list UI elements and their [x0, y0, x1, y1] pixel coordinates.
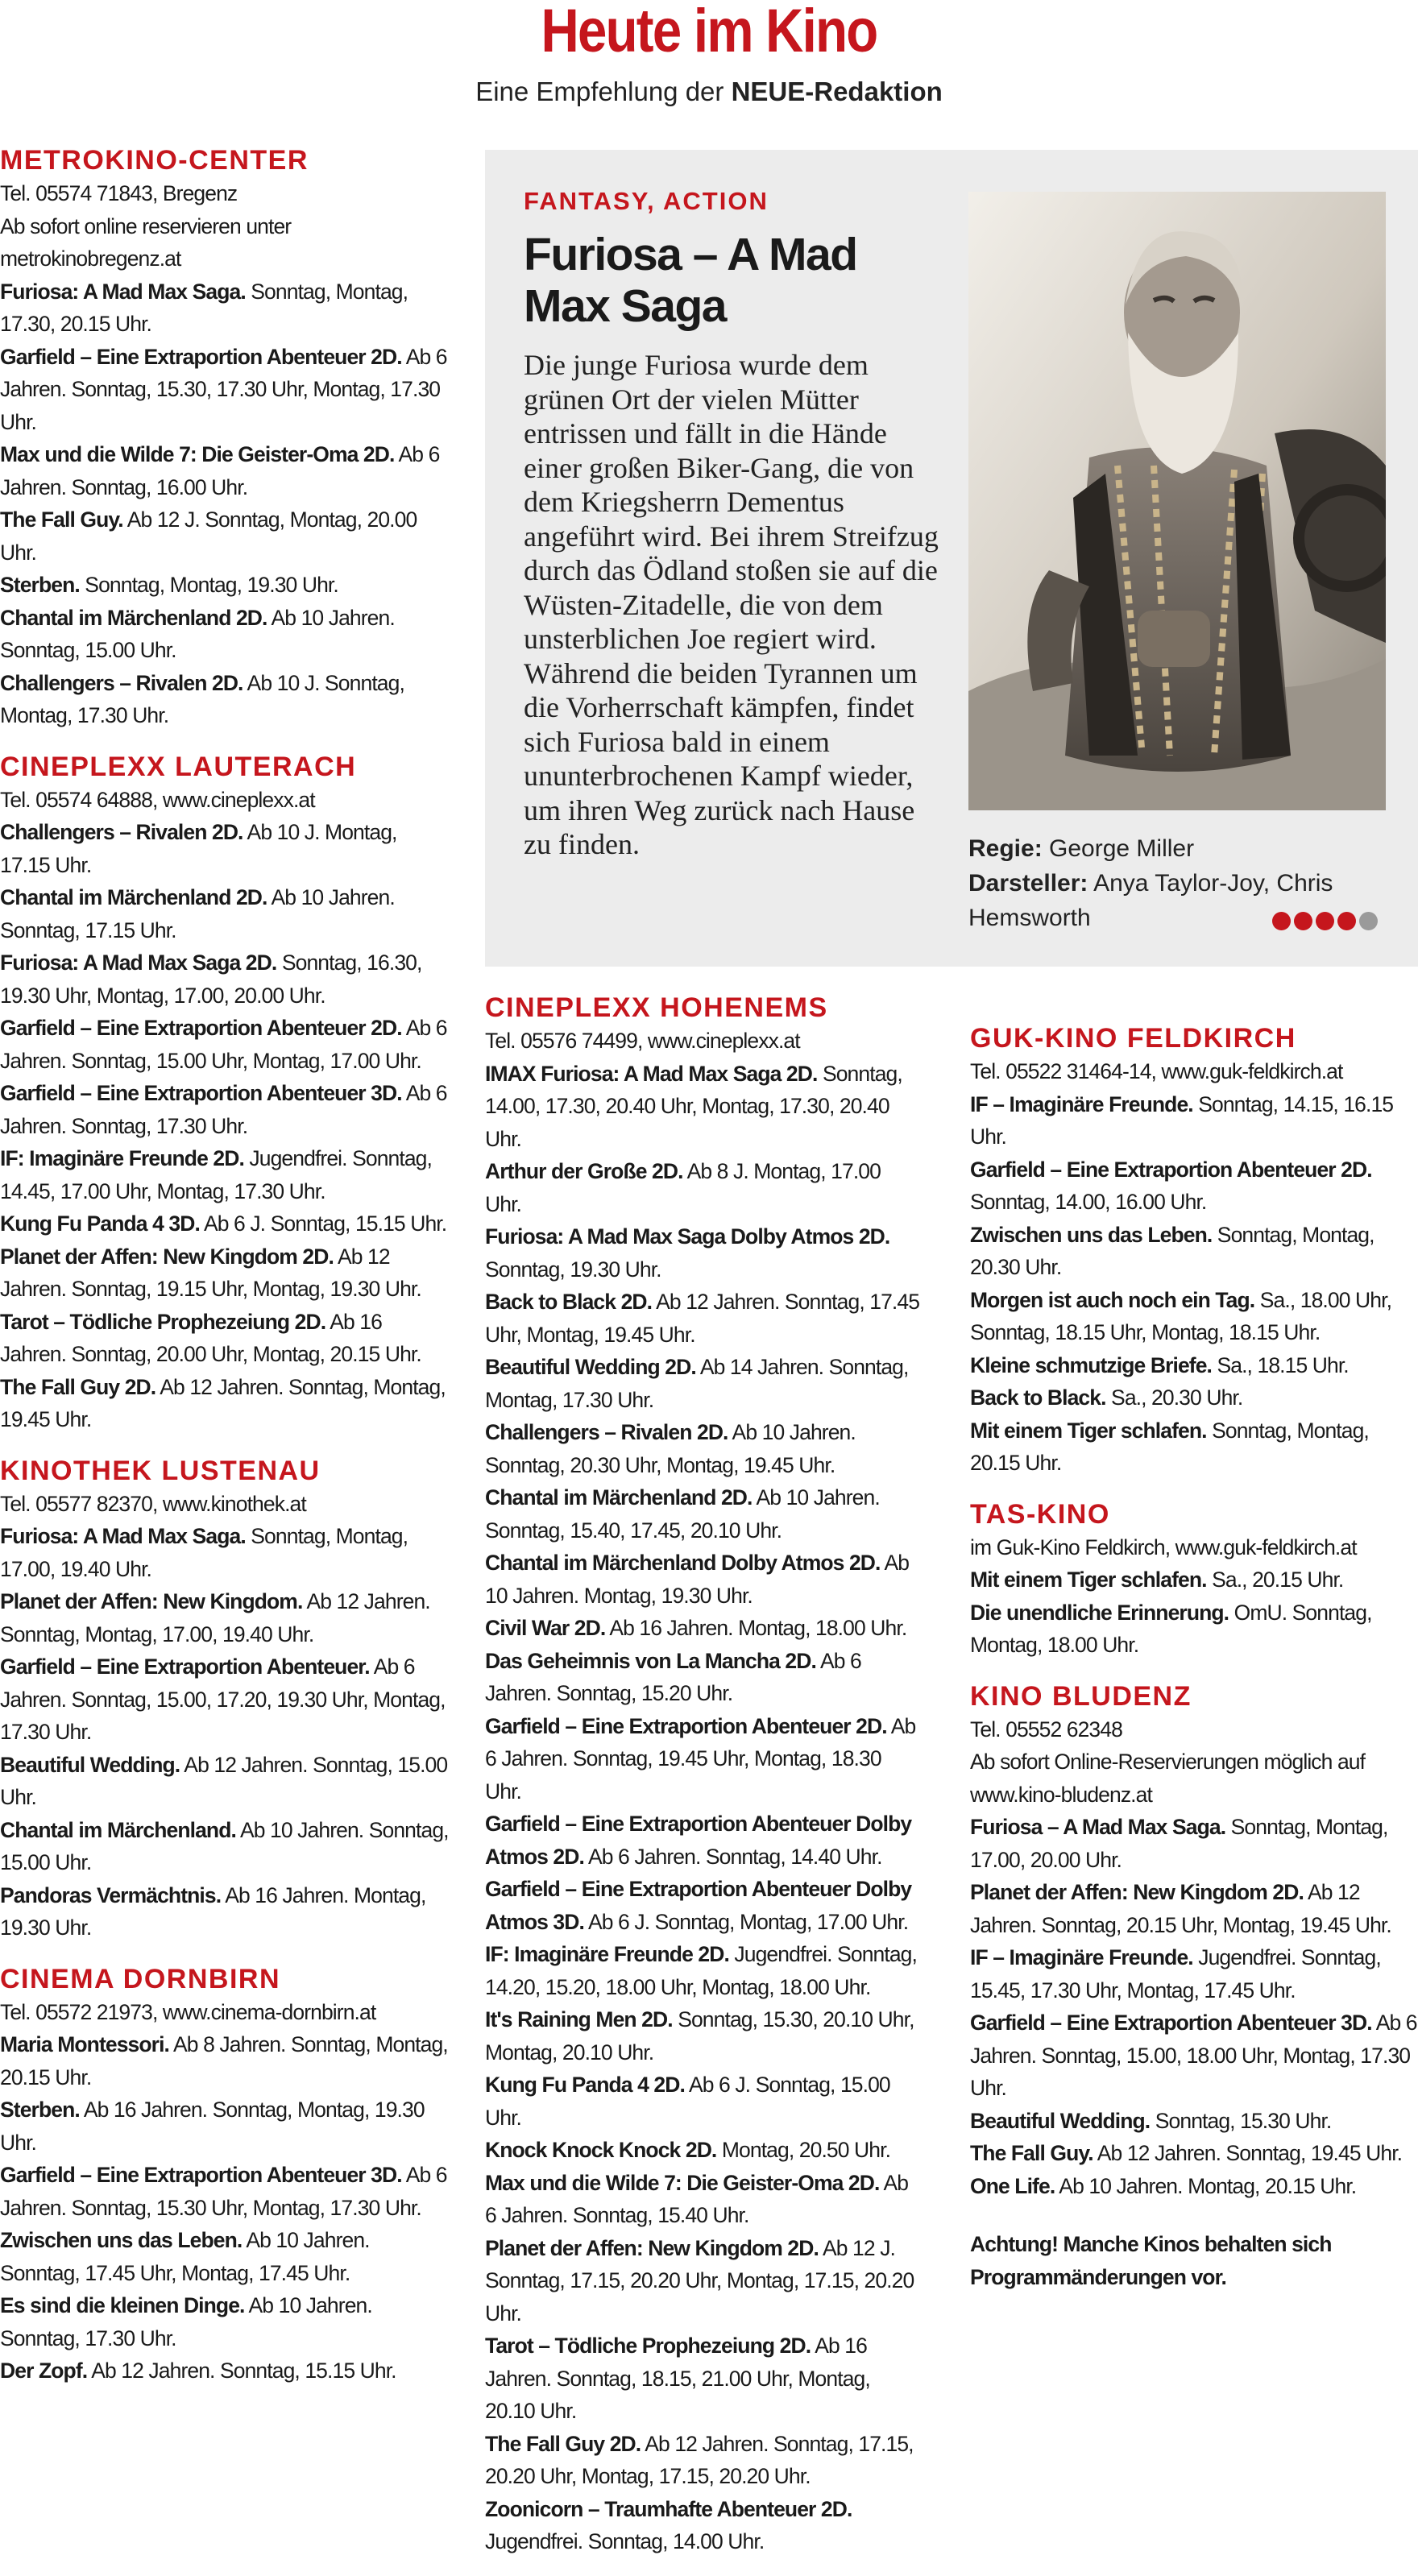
film-listing: [0, 569, 451, 602]
cinema-contact: Tel. 05577 82370, www.kinothek.at: [0, 1491, 306, 1516]
film-listing: [970, 2170, 1418, 2203]
page-subtitle: [0, 74, 1418, 110]
film-listing: [485, 1710, 920, 1808]
film-showtimes: Ab 10 Jahren. Sonntag, 20.30 Uhr, Montag, 19.45 Uhr.: [485, 1420, 856, 1477]
film-listing: [0, 1585, 451, 1650]
film-title: Knock Knock Knock 2D.: [485, 2138, 717, 2162]
film-title: Max und die Wilde 7: Die Geister-Oma 2D.: [0, 442, 395, 466]
cinema-name: GUK-KINO FELDKIRCH: [970, 1023, 1296, 1054]
film-listing: [0, 1749, 451, 1814]
film-listing: [0, 1814, 451, 1879]
film-showtimes: Sa., 18.15 Uhr.: [1217, 1352, 1349, 1377]
film-showtimes: Ab 12 Jahren. Sonntag, 15.15 Uhr.: [91, 2359, 396, 2383]
film-showtimes: Ab 12 Jahren. Sonntag, 17.15, 20.20 Uhr, Montag, 17.15, 20.20 Uhr.: [485, 2431, 914, 2488]
film-listing: [970, 1153, 1418, 1219]
film-title: The Fall Guy.: [0, 507, 123, 532]
footer-note: Achtung! Manche Kinos behalten sich Programmänderungen vor.: [970, 2232, 1332, 2289]
director-line: [968, 831, 1387, 866]
feature-genre: FANTASY, ACTION: [524, 187, 769, 215]
film-showtimes: Sa., 20.15 Uhr.: [1212, 1568, 1344, 1592]
cinema-contact: Tel. 05574 71843, Bregenz: [0, 181, 238, 205]
film-showtimes: Ab 12 J. Sonntag, 17.15, 20.20 Uhr, Montag, 17.15, 20.20 Uhr.: [485, 2235, 914, 2325]
cinema-name: KINOTHEK LUSTENAU: [0, 1455, 321, 1486]
film-listing: [0, 1520, 451, 1585]
film-showtimes: Ab 6 Jahren. Sonntag, 15.00, 17.20, 19.30 Uhr, Montag, 17.30 Uhr.: [0, 1655, 446, 1744]
film-listing: [0, 2224, 451, 2289]
film-title: Kleine schmutzige Briefe.: [970, 1352, 1213, 1377]
film-title: Max und die Wilde 7: Die Geister-Oma 2D.: [485, 2170, 880, 2195]
cinema-section-cineplexx-hohenems: [485, 991, 920, 2558]
film-still-image: [968, 192, 1386, 810]
film-listing: [485, 2330, 920, 2428]
cinema-contact: Tel. 05574 64888, www.cineplexx.at: [0, 787, 315, 812]
listing-column-left: [0, 143, 451, 2405]
film-showtimes: Sonntag, Montag, 19.30 Uhr.: [85, 573, 338, 597]
film-title: IF: Imaginäre Freunde 2D.: [0, 1146, 244, 1170]
film-title: Zoonicorn – Traumhafte Abenteuer 2D.: [485, 2496, 852, 2521]
film-title: Der Zopf.: [0, 2359, 88, 2383]
film-showtimes: Ab 6 Jahren. Sonntag, 15.00 Uhr, Montag, 17.00 Uhr.: [0, 1016, 447, 1073]
film-showtimes: Sonntag, 14.00, 17.30, 20.40 Uhr, Montag, 17.30, 20.40 Uhr.: [485, 1061, 902, 1151]
film-title: Mit einem Tiger schlafen.: [970, 1418, 1207, 1443]
film-showtimes: Ab 6 Jahren. Sonntag, 15.20 Uhr.: [485, 1648, 861, 1705]
film-listing: [0, 1142, 451, 1207]
film-listing: [0, 1012, 451, 1077]
film-showtimes: Sonntag, Montag, 17.00, 19.40 Uhr.: [0, 1524, 408, 1581]
film-listing: [485, 2134, 920, 2167]
film-showtimes: Montag, 20.50 Uhr.: [721, 2138, 891, 2162]
film-listing: [0, 1306, 451, 1371]
film-showtimes: Ab 6 Jahren. Sonntag, 15.30 Uhr, Montag, 17.30 Uhr.: [0, 2163, 447, 2220]
film-listing: [485, 2003, 920, 2069]
cinema-name: CINEMA DORNBIRN: [0, 1963, 281, 1994]
film-showtimes: Sonntag, Montag, 20.30 Uhr.: [970, 1222, 1374, 1279]
film-showtimes: Sonntag, Montag, 17.00, 20.00 Uhr.: [970, 1815, 1388, 1872]
film-title: Maria Montessori.: [0, 2032, 170, 2056]
film-listing: [485, 1938, 920, 2003]
film-listing: [485, 1351, 920, 1416]
cinema-contact: Tel. 05572 21973, www.cinema-dornbirn.at: [0, 1999, 376, 2024]
film-listing: [970, 1219, 1418, 1284]
film-title: Morgen ist auch noch ein Tag.: [970, 1287, 1255, 1312]
cinema-contact: Ab sofort Online-Reservierungen möglich auf www.kino-bludenz.at: [970, 1750, 1366, 1807]
film-showtimes: Ab 16 Jahren. Montag, 19.30 Uhr.: [0, 1882, 426, 1940]
rating-dot-filled: [1272, 912, 1291, 930]
film-listing: [970, 1597, 1418, 1662]
film-title: Garfield – Eine Extraportion Abenteuer.: [0, 1655, 370, 1679]
cinema-name: TAS-KINO: [970, 1498, 1110, 1530]
film-title: Furiosa: A Mad Max Saga.: [0, 1524, 246, 1548]
listing-column-right: [970, 1021, 1418, 2293]
film-title: It's Raining Men 2D.: [485, 2007, 673, 2031]
film-showtimes: Ab 6 Jahren. Sonntag, 19.45 Uhr, Montag, 18.30 Uhr.: [485, 1713, 916, 1804]
cinema-section-cinema-dornbirn: [0, 1962, 451, 2388]
film-listing: [970, 1349, 1418, 1382]
film-listing: [0, 881, 451, 946]
film-listing: [0, 1240, 451, 1306]
film-title: Tarot – Tödliche Prophezeiung 2D.: [0, 1309, 326, 1334]
film-listing: [485, 1547, 920, 1612]
film-title: Garfield – Eine Extraportion Abenteuer 2D.: [970, 1157, 1372, 1182]
film-listing: [0, 503, 451, 569]
film-title: IF – Imaginäre Freunde.: [970, 1091, 1193, 1116]
film-listing: [0, 1371, 451, 1436]
film-showtimes: Ab 10 Jahren. Sonntag, 15.40, 17.45, 20.10 Uhr.: [485, 1485, 880, 1543]
film-title: The Fall Guy.: [970, 2141, 1093, 2165]
film-listing: [0, 1077, 451, 1142]
film-listing: [485, 1481, 920, 1547]
feature-title: Furiosa – A Mad Max Saga: [524, 229, 857, 332]
film-listing: [0, 667, 451, 732]
film-showtimes: Ab 12 Jahren. Sonntag, 15.00 Uhr.: [0, 1752, 448, 1809]
film-title: Beautiful Wedding.: [970, 2108, 1151, 2133]
film-showtimes: Sonntag, 19.30 Uhr.: [485, 1257, 661, 1282]
film-showtimes: Ab 16 Jahren. Sonntag, Montag, 19.30 Uhr.: [0, 2098, 425, 2155]
film-title: Sterben.: [0, 573, 80, 597]
film-listing: [485, 2167, 920, 2232]
film-title: Kung Fu Panda 4 2D.: [485, 2073, 685, 2097]
film-title: Furiosa: A Mad Max Saga 2D.: [0, 950, 277, 975]
cinema-contact: Tel. 05576 74499, www.cineplexx.at: [485, 1029, 800, 1053]
rating-dot-empty: [1359, 912, 1378, 930]
film-title: Furiosa – A Mad Max Saga.: [970, 1815, 1226, 1839]
film-title: Planet der Affen: New Kingdom.: [0, 1589, 303, 1613]
film-showtimes: Ab 6 J. Sonntag, Montag, 17.00 Uhr.: [587, 1909, 909, 1934]
film-showtimes: Ab 10 Jahren. Montag, 20.15 Uhr.: [1059, 2173, 1357, 2198]
film-listing: [0, 602, 451, 667]
film-listing: [485, 2069, 920, 2134]
film-listing: [970, 2007, 1418, 2105]
film-title: Garfield – Eine Extraportion Abenteuer 2D.: [0, 344, 402, 369]
film-showtimes: Ab 10 Jahren. Sonntag, 15.00 Uhr.: [0, 605, 395, 662]
film-title: Mit einem Tiger schlafen.: [970, 1568, 1207, 1592]
film-showtimes: Sa., 18.00 Uhr, Sonntag, 18.15 Uhr, Montag, 18.15 Uhr.: [970, 1287, 1392, 1344]
film-title: Furiosa: A Mad Max Saga Dolby Atmos 2D.: [485, 1224, 890, 1249]
film-showtimes: Ab 12 Jahren. Sonntag, 17.45 Uhr, Montag, 19.45 Uhr.: [485, 1290, 920, 1347]
cinema-section-kinothek-lustenau: [0, 1454, 451, 1944]
film-showtimes: Ab 14 Jahren. Sonntag, Montag, 17.30 Uhr.: [485, 1355, 909, 1412]
film-listing: [0, 438, 451, 503]
rating-dot-filled: [1337, 912, 1356, 930]
film-listing: [970, 1876, 1418, 1941]
film-listing: [0, 816, 451, 881]
film-showtimes: Jugendfrei. Sonntag, 14.00 Uhr.: [485, 2529, 765, 2553]
film-listing: [485, 1416, 920, 1481]
film-listing: [485, 1058, 920, 1156]
film-showtimes: Jugendfrei. Sonntag, 15.45, 17.30 Uhr, Montag, 17.45 Uhr.: [970, 1945, 1381, 2002]
cinema-name: CINEPLEXX HOHENEMS: [485, 992, 828, 1023]
film-showtimes: Ab 8 J. Montag, 17.00 Uhr.: [485, 1159, 881, 1216]
cinema-section-cineplexx-lauterach: [0, 750, 451, 1436]
film-listing: [970, 1088, 1418, 1153]
rating-dot-filled: [1294, 912, 1312, 930]
film-listing: [485, 1286, 920, 1351]
film-title: Garfield – Eine Extraportion Abenteuer 3D.: [0, 2163, 402, 2187]
rating-dots: [1272, 912, 1378, 933]
film-title: Garfield – Eine Extraportion Abenteuer 3D.: [0, 1081, 402, 1105]
film-title: Garfield – Eine Extraportion Abenteuer 3D.: [970, 2011, 1372, 2035]
film-listing: [485, 1645, 920, 1710]
film-title: Pandoras Vermächtnis.: [0, 1882, 222, 1907]
film-showtimes: Ab 10 Jahren. Sonntag, 15.00 Uhr.: [0, 1817, 449, 1874]
film-listing: [0, 1207, 451, 1240]
film-showtimes: Ab 6 Jahren. Sonntag, 16.00 Uhr.: [0, 442, 440, 499]
listing-column-middle: [485, 991, 920, 2576]
film-showtimes: Sa., 20.30 Uhr.: [1111, 1385, 1243, 1410]
film-title: Beautiful Wedding 2D.: [485, 1355, 696, 1379]
film-showtimes: Sonntag, Montag, 17.30, 20.15 Uhr.: [0, 279, 408, 336]
film-title: Sterben.: [0, 2098, 80, 2122]
film-title: Zwischen uns das Leben.: [0, 2228, 243, 2252]
film-title: Garfield – Eine Extraportion Abenteuer 2D.: [0, 1016, 402, 1040]
film-showtimes: Ab 6 Jahren. Sonntag, 15.40 Uhr.: [485, 2170, 909, 2227]
film-showtimes: Ab 10 Jahren. Montag, 19.30 Uhr.: [485, 1551, 910, 1608]
film-showtimes: Ab 6 Jahren. Sonntag, 17.30 Uhr.: [0, 1081, 447, 1138]
director-name: George Miller: [1049, 835, 1195, 862]
film-showtimes: Sonntag, 14.00, 16.00 Uhr.: [970, 1190, 1207, 1214]
film-title: One Life.: [970, 2173, 1055, 2198]
film-title: Back to Black.: [970, 1385, 1106, 1410]
cinema-contact: Tel. 05552 62348: [970, 1717, 1122, 1741]
film-listing: [485, 1873, 920, 1938]
film-showtimes: Ab 6 Jahren. Sonntag, 14.40 Uhr.: [587, 1844, 882, 1869]
film-title: Chantal im Märchenland 2D.: [0, 605, 267, 630]
feature-box: [485, 150, 1418, 967]
director-label: Regie:: [968, 835, 1043, 862]
cinema-name: CINEPLEXX LAUTERACH: [0, 751, 357, 782]
film-showtimes: OmU. Sonntag, Montag, 18.00 Uhr.: [970, 1600, 1372, 1657]
film-showtimes: Ab 8 Jahren. Sonntag, Montag, 20.15 Uhr.: [0, 2032, 448, 2089]
film-showtimes: Ab 10 J. Sonntag, Montag, 17.30 Uhr.: [0, 670, 404, 727]
film-listing: [970, 1941, 1418, 2007]
film-showtimes: Sonntag, Montag, 20.15 Uhr.: [970, 1418, 1369, 1475]
film-listing: [0, 2094, 451, 2159]
film-showtimes: Ab 12 J. Sonntag, Montag, 20.00 Uhr.: [0, 507, 417, 565]
film-title: Back to Black 2D.: [485, 1290, 653, 1314]
film-title: Beautiful Wedding.: [0, 1752, 180, 1777]
film-showtimes: Ab 6 J. Sonntag, 15.00 Uhr.: [485, 2073, 890, 2130]
film-showtimes: Ab 10 J. Montag, 17.15 Uhr.: [0, 820, 397, 877]
film-showtimes: Sonntag, 15.30 Uhr.: [1155, 2108, 1332, 2133]
film-title: Kung Fu Panda 4 3D.: [0, 1211, 200, 1236]
film-title: Chantal im Märchenland 2D.: [485, 1485, 753, 1510]
film-listing: [0, 1650, 451, 1749]
film-title: Das Geheimnis von La Mancha 2D.: [485, 1648, 816, 1673]
film-listing: [970, 2105, 1418, 2138]
film-showtimes: Jugendfrei. Sonntag, 14.45, 17.00 Uhr, Montag, 17.30 Uhr.: [0, 1146, 432, 1203]
film-showtimes: Sonntag, 15.30, 20.10 Uhr, Montag, 20.10 Uhr.: [485, 2007, 914, 2065]
film-title: Challengers – Rivalen 2D.: [0, 670, 243, 695]
film-title: Planet der Affen: New Kingdom 2D.: [0, 1244, 334, 1269]
film-title: Die unendliche Erinnerung.: [970, 1600, 1229, 1625]
film-listing: [0, 2289, 451, 2354]
film-title: Garfield – Eine Extraportion Abenteuer 2D.: [485, 1713, 887, 1738]
page-title: Heute im Kino: [541, 0, 877, 65]
film-listing: [0, 2159, 451, 2224]
cast-label: Darsteller:: [968, 870, 1088, 897]
film-title: The Fall Guy 2D.: [0, 1374, 156, 1399]
film-title: Zwischen uns das Leben.: [970, 1222, 1213, 1247]
film-listing: [0, 275, 451, 341]
cinema-section-metrokino-center: [0, 143, 451, 732]
film-listing: [485, 2493, 920, 2558]
film-title: Arthur der Große 2D.: [485, 1159, 683, 1183]
film-showtimes: Ab 12 Jahren. Sonntag, 19.15 Uhr, Montag, 19.30 Uhr.: [0, 1244, 421, 1301]
cinema-contact: Ab sofort online reservieren unter metrokinobregenz.at: [0, 213, 292, 271]
film-title: IF – Imaginäre Freunde.: [970, 1945, 1193, 1969]
film-showtimes: Ab 10 Jahren. Sonntag, 17.15 Uhr.: [0, 885, 395, 942]
film-listing: [970, 1414, 1418, 1480]
cinema-contact: Tel. 05522 31464-14, www.guk-feldkirch.at: [970, 1059, 1343, 1083]
film-showtimes: Ab 16 Jahren. Sonntag, 18.15, 21.00 Uhr, Montag, 20.10 Uhr.: [485, 2334, 870, 2423]
film-listing: [0, 2028, 451, 2094]
cinema-contact: im Guk-Kino Feldkirch, www.guk-feldkirch.at: [970, 1534, 1357, 1559]
film-title: Garfield – Eine Extraportion Abenteuer Dolby Atmos 3D.: [485, 1877, 912, 1934]
film-listing: [0, 946, 451, 1012]
film-showtimes: Ab 6 Jahren. Sonntag, 15.30, 17.30 Uhr, Montag, 17.30 Uhr.: [0, 344, 447, 434]
film-listing: [485, 1612, 920, 1645]
film-listing: [485, 2232, 920, 2330]
film-listing: [0, 341, 451, 439]
cinema-name: METROKINO-CENTER: [0, 145, 309, 176]
film-listing: [485, 1155, 920, 1220]
film-title: The Fall Guy 2D.: [485, 2431, 641, 2456]
cinema-section-tas-kino: [970, 1497, 1418, 1662]
cinema-name: KINO BLUDENZ: [970, 1680, 1192, 1712]
subtitle-brand: NEUE-Redaktion: [731, 77, 943, 106]
film-showtimes: Ab 10 Jahren. Sonntag, 17.30 Uhr.: [0, 2293, 372, 2350]
film-listing: [970, 2137, 1418, 2170]
film-title: Planet der Affen: New Kingdom 2D.: [970, 1880, 1304, 1904]
film-showtimes: Ab 6 J. Sonntag, 15.15 Uhr.: [203, 1211, 447, 1236]
film-showtimes: Jugendfrei. Sonntag, 14.20, 15.20, 18.00 Uhr, Montag, 18.00 Uhr.: [485, 1942, 917, 1999]
film-title: Chantal im Märchenland.: [0, 1817, 236, 1842]
film-listing: [485, 2428, 920, 2493]
film-showtimes: Ab 6 Jahren. Sonntag, 15.00, 18.00 Uhr, Montag, 17.30 Uhr.: [970, 2011, 1417, 2100]
cast-names: Anya Taylor-Joy, Chris Hemsworth: [968, 870, 1333, 931]
film-showtimes: Sonntag, 16.30, 19.30 Uhr, Montag, 17.00, 20.00 Uhr.: [0, 950, 422, 1008]
subtitle-prefix: Eine Empfehlung der: [475, 77, 724, 106]
rating-dot-filled: [1316, 912, 1334, 930]
film-showtimes: Sonntag, 14.15, 16.15 Uhr.: [970, 1091, 1394, 1149]
film-showtimes: Ab 10 Jahren. Sonntag, 17.45 Uhr, Montag, 17.45 Uhr.: [0, 2228, 370, 2285]
film-showtimes: Ab 16 Jahren. Sonntag, 20.00 Uhr, Montag, 20.15 Uhr.: [0, 1309, 421, 1366]
film-title: Chantal im Märchenland 2D.: [0, 885, 267, 909]
film-listing: [0, 1879, 451, 1944]
film-listing: [485, 1220, 920, 1286]
film-showtimes: Ab 12 Jahren. Sonntag, 20.15 Uhr, Montag, 19.45 Uhr.: [970, 1880, 1391, 1937]
film-title: Es sind die kleinen Dinge.: [0, 2293, 245, 2317]
film-title: Garfield – Eine Extraportion Abenteuer Dolby Atmos 2D.: [485, 1812, 912, 1869]
film-title: IF: Imaginäre Freunde 2D.: [485, 1942, 729, 1966]
film-title: Planet der Affen: New Kingdom 2D.: [485, 2235, 819, 2260]
film-title: Chantal im Märchenland Dolby Atmos 2D.: [485, 1551, 881, 1575]
cinema-section-kino-bludenz: [970, 1679, 1418, 2203]
cinema-section-guk-kino-feldkirch: [970, 1021, 1418, 1480]
feature-description: Die junge Furiosa wurde dem grünen Ort der vielen Mütter entrissen und fällt in die Hände einer großen Biker-Gang, die von dem Kriegsherrn Dementus angeführt wird. Bei ihrem Streifzug durch das Ödland stoßen sie auf die Wüsten-Zitadelle, die von dem unsterblichen Joe regiert wird. Während die beiden Tyrannen um die Vorherrschaft kämpfen, findet sich Furiosa bald in einem ununterbrochenen Kampf wieder, um ihren Weg zurück nach Hause zu finden.: [524, 349, 939, 860]
film-listing: [970, 1563, 1418, 1597]
film-title: Civil War 2D.: [485, 1616, 606, 1640]
film-title: Furiosa: A Mad Max Saga.: [0, 279, 246, 304]
film-title: Tarot – Tödliche Prophezeiung 2D.: [485, 2334, 811, 2358]
film-listing: [0, 2354, 451, 2388]
film-title: Challengers – Rivalen 2D.: [0, 820, 243, 844]
film-showtimes: Ab 12 Jahren. Sonntag, Montag, 19.45 Uhr.: [0, 1374, 446, 1431]
film-title: Challengers – Rivalen 2D.: [485, 1420, 728, 1444]
film-listing: [485, 1808, 920, 1873]
film-showtimes: Ab 12 Jahren. Sonntag, Montag, 17.00, 19.40 Uhr.: [0, 1589, 430, 1646]
film-listing: [970, 1381, 1418, 1414]
film-showtimes: Ab 12 Jahren. Sonntag, 19.45 Uhr.: [1097, 2141, 1403, 2165]
film-title: IMAX Furiosa: A Mad Max Saga 2D.: [485, 1061, 818, 1086]
film-listing: [970, 1284, 1418, 1349]
film-showtimes: Ab 16 Jahren. Montag, 18.00 Uhr.: [609, 1616, 907, 1640]
film-listing: [970, 1811, 1418, 1876]
